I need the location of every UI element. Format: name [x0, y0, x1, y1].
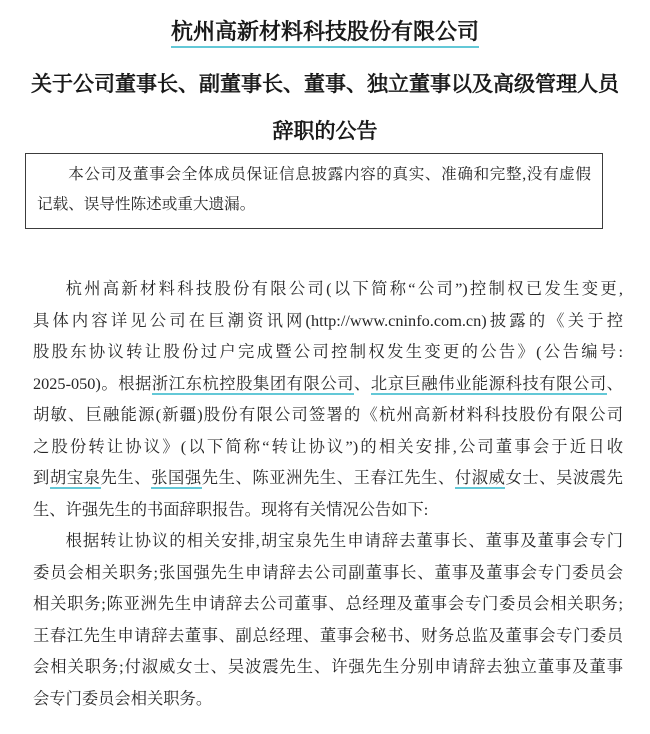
entity-link[interactable]: 胡宝泉 [49, 468, 101, 487]
text-run: 股股东协议转让股份过户完成暨公司控制权发生变更的公告》(公告编号: [33, 342, 623, 361]
paragraph [33, 273, 623, 525]
text-run: 委员会相关职务;张国强先生申请辞去公司副董事长、董事及董事会专门委员会 [33, 562, 623, 582]
text-run: 根据转让协议的相关安排,胡宝泉先生申请辞去董事长、董事及董事会专门 [65, 531, 623, 550]
text-run: 到 [33, 468, 50, 487]
text-run: 记载、误导性陈述或重大遗漏。 [37, 196, 256, 213]
text-line [33, 620, 623, 652]
company-name-link[interactable]: 杭州高新材料科技股份有限公司 [171, 19, 479, 48]
text-run: 具体内容详见公司在巨潮资讯网(http://www.cninfo.com.cn)披露的《关于控 [33, 310, 623, 330]
entity-link[interactable]: 付淑威 [454, 468, 506, 487]
text-line [33, 683, 623, 715]
text-run: 之股份转让协议》(以下简称“转让协议”)的相关安排,公司董事会于近日收 [33, 436, 623, 456]
text-line [33, 462, 623, 494]
text-line [37, 190, 591, 220]
text-line [33, 336, 623, 368]
entity-link[interactable]: 浙江东杭控股集团有限公司 [151, 373, 355, 393]
text-run: 、 [354, 373, 371, 393]
entity-link[interactable]: 张国强 [151, 468, 202, 487]
text-run: 杭州高新材料科技股份有限公司(以下简称“公司”)控制权已发生变更, [65, 279, 623, 298]
text-line [37, 160, 591, 190]
text-run: 会专门委员会相关职务。 [33, 688, 213, 708]
document-title-company [0, 20, 650, 44]
text-line [33, 557, 623, 589]
text-line [33, 651, 623, 683]
text-line [33, 305, 623, 337]
text-line [33, 494, 623, 526]
announcement-document [0, 20, 650, 734]
text-run: 生、许强先生的书面辞职报告。现将有关情况公告如下: [33, 499, 429, 519]
text-line [33, 431, 623, 463]
paragraph [33, 525, 623, 714]
text-run: 本公司及董事会全体成员保证信息披露内容的真实、准确和完整,没有虚假 [68, 166, 591, 183]
text-line [33, 368, 623, 400]
text-line [33, 399, 623, 431]
text-run: 会相关职务;付淑威女士、吴波震先生、许强先生分别申请辞去独立董事及董事 [33, 657, 623, 676]
entity-link[interactable]: 北京巨融伟业能源科技有限公司 [370, 373, 607, 393]
text-run: 先生、 [100, 468, 152, 487]
disclaimer-box [25, 153, 603, 229]
document-title-line3: 辞职的公告 [272, 119, 378, 143]
text-run: 王春江先生申请辞去董事、副总经理、董事会秘书、财务总监及董事会专门委员 [33, 625, 623, 645]
text-run: 胡敏、巨融能源(新疆)股份有限公司签署的《杭州高新材料科技股份有限公司 [33, 405, 623, 424]
text-line [33, 525, 623, 557]
text-line [33, 273, 623, 305]
text-line [33, 588, 623, 620]
text-run: 2025-050)。根据 [33, 373, 152, 393]
text-run: 、 [606, 373, 623, 393]
text-run: 女士、吴波震先 [505, 468, 623, 487]
announcement-body [33, 273, 623, 714]
document-title-line2: 关于公司董事长、副董事长、董事、独立董事以及高级管理人员 [31, 72, 619, 96]
text-run: 先生、陈亚洲先生、王春江先生、 [201, 468, 455, 487]
text-run: 相关职务;陈亚洲先生申请辞去公司董事、总经理及董事会专门委员会相关职务; [33, 594, 623, 613]
